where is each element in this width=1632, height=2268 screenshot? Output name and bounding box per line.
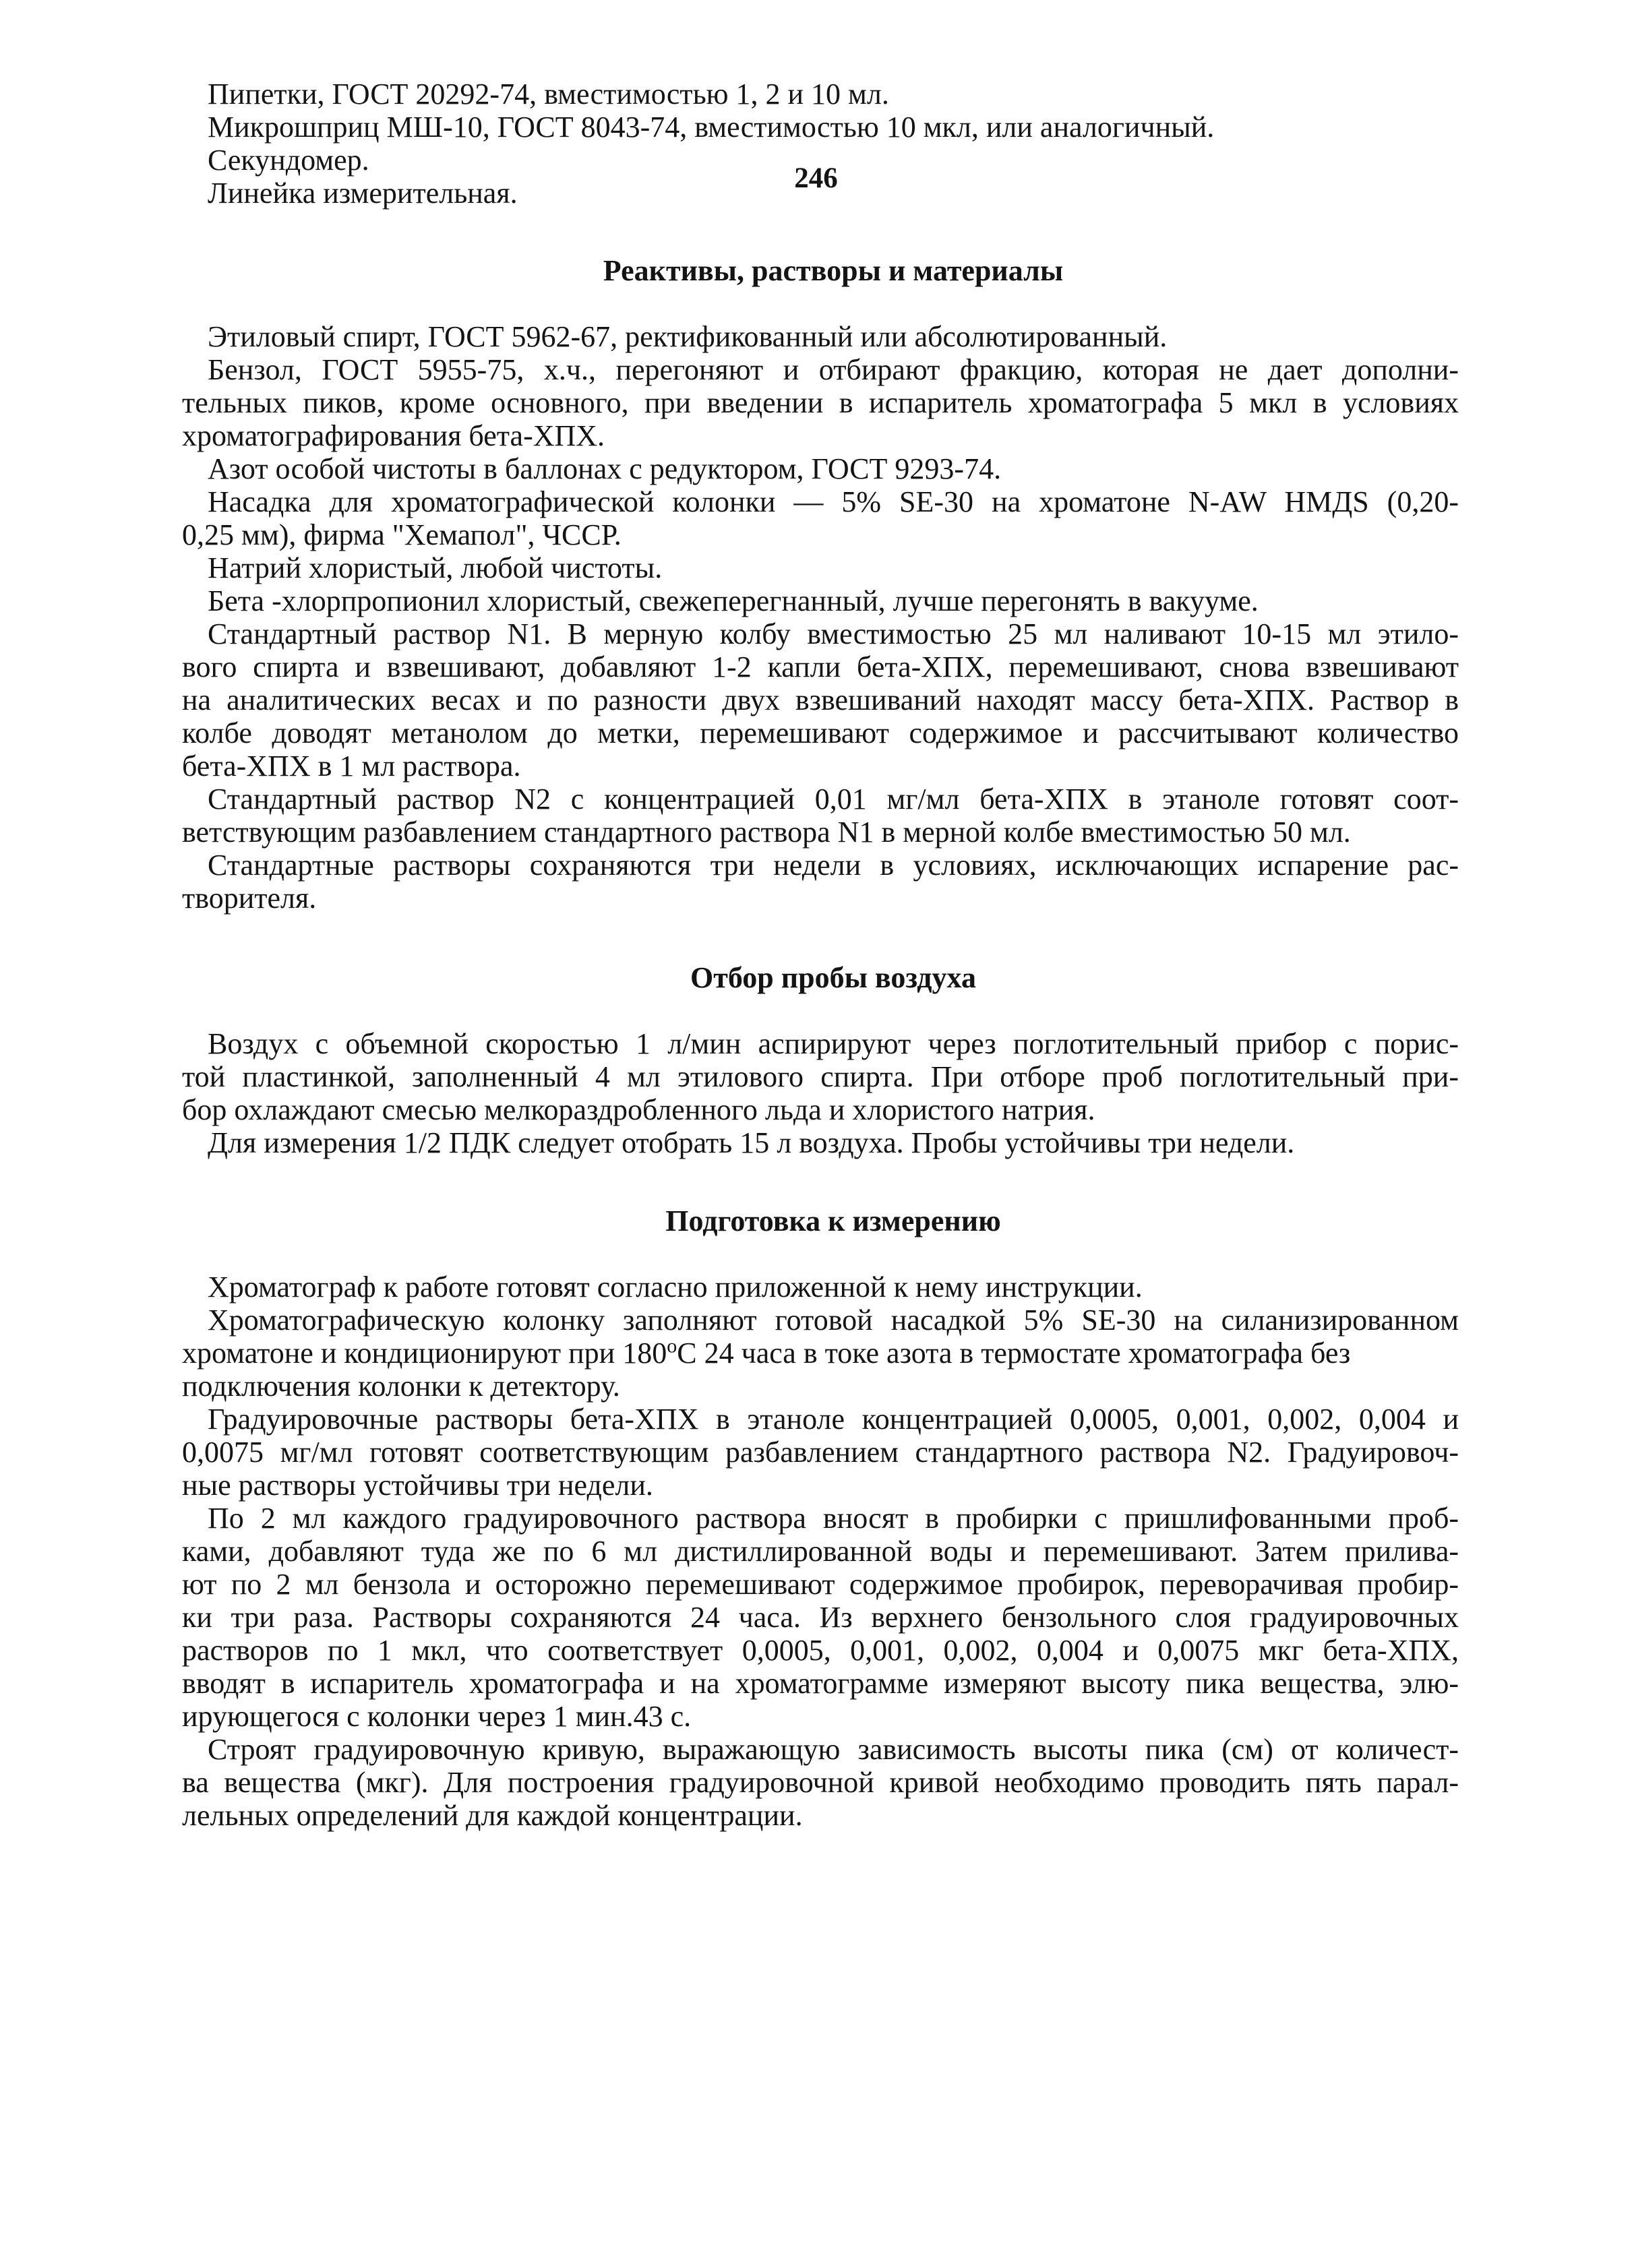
prep-line-2: Хроматографическую колонку заполняют готовой насадкой 5% SE-30 на силанизированном <box>208 1304 1459 1337</box>
prep-line-15: Строят градуировочную кривую, выражающую зависимость высоты пика (см) от количест- <box>208 1733 1459 1766</box>
sampling-line-2: той пластинкой, заполненный 4 мл этилового спирта. При отборе проб поглотительный при- <box>182 1060 1459 1093</box>
prep-line-4: подключения колонки к детектору. <box>182 1370 620 1403</box>
prep-line-3 <box>182 1337 1459 1370</box>
reagents-line-7: 0,25 мм), фирма "Хемапол", ЧССР. <box>182 518 622 551</box>
prep-line-10: ют по 2 мл бензола и осторожно перемешивают содержимое пробирок, переворачивая пробир- <box>182 1568 1459 1601</box>
prep-line-12: растворов по 1 мкл, что соответствует 0,0005, 0,001, 0,002, 0,004 и 0,0075 мкг бета-ХПХ, <box>182 1634 1459 1667</box>
reagents-line-4: хроматографирования бета-ХПХ. <box>182 419 605 452</box>
reagents-line-16: ветствующим разбавлением стандартного раствора N1 в мерной колбе вместимостью 50 мл. <box>182 816 1351 849</box>
reagents-line-18: творителя. <box>182 882 317 915</box>
reagents-line-11: вого спирта и взвешивают, добавляют 1-2 капли бета-ХПХ, перемешивают, снова взвешивают <box>182 650 1459 683</box>
reagents-line-8: Натрий хлористый, любой чистоты. <box>208 551 663 584</box>
reagents-line-17: Стандартные растворы сохраняются три недели в условиях, исключающих испарение рас- <box>208 849 1459 882</box>
prep-line-6: 0,0075 мг/мл готовят соответствующим разбавлением стандартного раствора N2. Градуировоч- <box>182 1436 1459 1469</box>
sampling-line-3: бор охлаждают смесью мелкораздробленного льда и хлористого натрия. <box>182 1093 1095 1126</box>
reagents-line-10: Стандартный раствор N1. В мерную колбу вместимостью 25 мл наливают 10-15 мл этило- <box>208 617 1459 650</box>
page-number: 246 <box>794 162 838 194</box>
prep-line-17: лельных определений для каждой концентрации. <box>182 1799 803 1832</box>
prep-line-8: По 2 мл каждого градуировочного раствора вносят в пробирки с пришлифованными проб- <box>208 1502 1459 1535</box>
reagents-line-5: Азот особой чистоты в баллонах с редуктором, ГОСТ 9293-74. <box>208 452 1002 485</box>
prep-line-7: ные растворы устойчивы три недели. <box>182 1469 653 1502</box>
reagents-line-2: Бензол, ГОСТ 5955-75, х.ч., перегоняют и отбирают фракцию, которая не дает дополни- <box>208 353 1459 386</box>
prep-line-3-tail: C 24 часа в токе азота в термостате хроматографа без <box>677 1337 1351 1370</box>
reagents-line-1: Этиловый спирт, ГОСТ 5962-67, ректификованный или абсолютированный. <box>208 320 1168 353</box>
prep-line-14: ирующегося с колонки через 1 мин.43 с. <box>182 1700 692 1733</box>
sampling-line-1: Воздух с объемной скоростью 1 л/мин аспирируют через поглотительный прибор с порис- <box>208 1027 1459 1060</box>
equipment-line-1: Пипетки, ГОСТ 20292-74, вместимостью 1, 2 и 10 мл. <box>208 78 889 111</box>
reagents-line-12: на аналитических весах и по разности двух взвешиваний находят массу бета-ХПХ. Раствор в <box>182 683 1459 716</box>
equipment-line-4: Линейка измерительная. <box>208 177 518 210</box>
section-heading-sampling: Отбор пробы воздуха <box>690 961 976 994</box>
prep-line-3-start: хроматоне и кондиционируют при 180 <box>182 1337 667 1370</box>
degree-superscript: o <box>667 1335 677 1357</box>
sampling-line-4: Для измерения 1/2 ПДК следует отобрать 15 л воздуха. Пробы устойчивы три недели. <box>208 1126 1295 1159</box>
section-heading-preparation: Подготовка к измерению <box>665 1204 1001 1237</box>
section-heading-reagents: Реактивы, растворы и материалы <box>603 254 1064 287</box>
prep-line-16: ва вещества (мкг). Для построения градуировочной кривой необходимо проводить пять парал- <box>182 1766 1459 1799</box>
reagents-line-15: Стандартный раствор N2 с концентрацией 0,01 мг/мл бета-ХПХ в этаноле готовят соот- <box>208 783 1459 816</box>
reagents-line-6: Насадка для хроматографической колонки — 5% SE-30 на хроматоне N-AW HMДS (0,20- <box>208 485 1459 518</box>
prep-line-13: вводят в испаритель хроматографа и на хроматограмме измеряют высоту пика вещества, элю- <box>182 1667 1459 1700</box>
reagents-line-3: тельных пиков, кроме основного, при введении в испаритель хроматографа 5 мкл в условиях <box>182 386 1459 419</box>
reagents-line-9: Бета -хлорпропионил хлористый, свежеперегнанный, лучше перегонять в вакууме. <box>208 584 1259 617</box>
reagents-line-13: колбе доводят метанолом до метки, перемешивают содержимое и рассчитывают количество <box>182 716 1459 749</box>
equipment-line-2: Микрошприц МШ-10, ГОСТ 8043-74, вместимостью 10 мкл, или аналогичный. <box>208 111 1215 144</box>
prep-line-9: ками, добавляют туда же по 6 мл дистиллированной воды и перемешивают. Затем прилива- <box>182 1535 1459 1568</box>
prep-line-11: ки три раза. Растворы сохраняются 24 часа. Из верхнего бензольного слоя градуировочных <box>182 1601 1459 1634</box>
reagents-line-14: бета-ХПХ в 1 мл раствора. <box>182 749 521 783</box>
prep-line-5: Градуировочные растворы бета-ХПХ в этаноле концентрацией 0,0005, 0,001, 0,002, 0,004 и <box>208 1403 1459 1436</box>
equipment-line-3: Секундомер. <box>208 144 369 177</box>
prep-line-1: Хроматограф к работе готовят согласно приложенной к нему инструкции. <box>208 1270 1143 1304</box>
